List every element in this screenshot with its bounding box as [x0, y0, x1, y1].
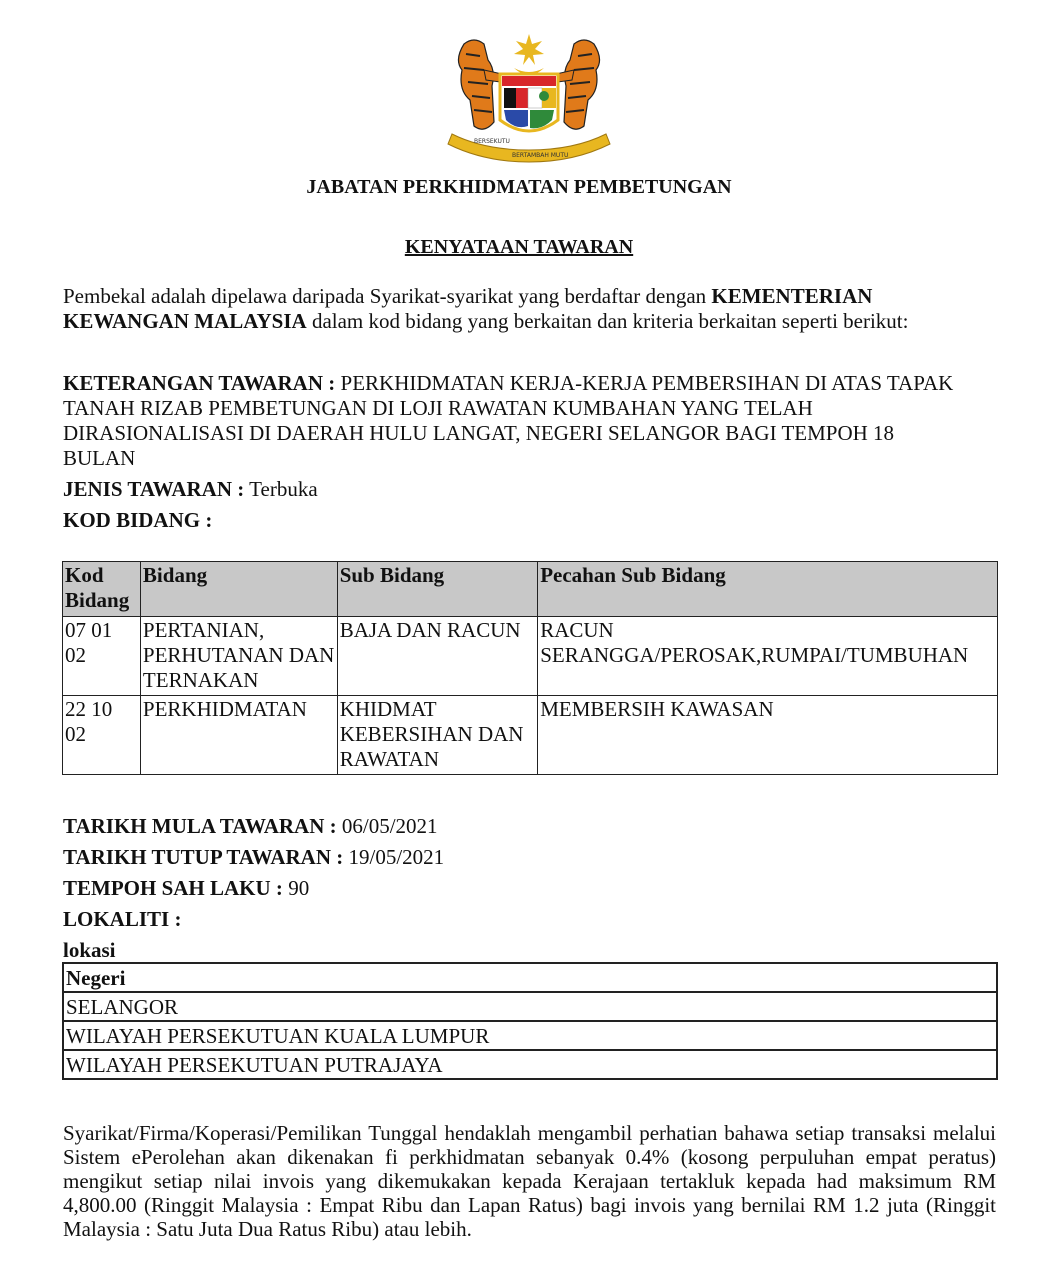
cell-kod: 22 10 02: [63, 696, 141, 775]
lokaliti-label: LOKALITI :: [63, 907, 182, 931]
header-kod-bidang: Kod Bidang: [63, 562, 141, 617]
cell-pecahan: MEMBERSIH KAWASAN: [538, 696, 998, 775]
cell-sub-bidang: BAJA DAN RACUN: [337, 617, 538, 696]
cell-pecahan: RACUN SERANGGA/PEROSAK,RUMPAI/TUMBUHAN: [538, 617, 998, 696]
right-tiger-icon: [556, 40, 600, 129]
table-row: [63, 696, 998, 775]
keterangan-tawaran: [63, 371, 963, 471]
kod-bidang-table: [62, 561, 998, 775]
intro-paragraph: Pembekal adalah dipelawa daripada Syarikat-syarikat yang berdaftar dengan KEMENTERIAN KEWANGAN MALAYSIA dalam kod bidang yang berkaitan dan kriteria berkaitan seperti berikut:: [63, 284, 909, 333]
keterangan-value: PERKHIDMATAN KERJA-KERJA PEMBERSIHAN DI ATAS TAPAK TANAH RIZAB PEMBETUNGAN DI LOJI RAWATAN KUMBAHAN YANG TELAH DIRASIONALISASI DI DAERAH HULU LANGAT, NEGERI SELANGOR BAGI TEMPOH 18 BULAN: [63, 371, 954, 470]
header-sub-bidang: Sub Bidang: [337, 562, 538, 617]
left-tiger-icon: [458, 40, 502, 129]
cell-kod: 07 01 02: [63, 617, 141, 696]
cell-negeri: WILAYAH PERSEKUTUAN KUALA LUMPUR: [63, 1021, 997, 1050]
header-bidang: Bidang: [140, 562, 337, 617]
table-row: [63, 1050, 997, 1079]
table-row: [63, 617, 998, 696]
tempoh-sah-laku: TEMPOH SAH LAKU : 90: [63, 876, 310, 900]
coat-of-arms-logo: [444, 30, 614, 165]
kod-bidang-label: KOD BIDANG :: [63, 508, 213, 532]
star-icon: [514, 34, 544, 65]
shield-icon: [500, 74, 558, 131]
tarikh-tutup-tawaran: TARIKH TUTUP TAWARAN : 19/05/2021: [63, 845, 445, 869]
table-header-row: [63, 562, 998, 617]
cell-negeri: WILAYAH PERSEKUTUAN PUTRAJAYA: [63, 1050, 997, 1079]
table-header-row: [63, 963, 997, 992]
table-row: [63, 1021, 997, 1050]
cell-bidang: PERKHIDMATAN: [140, 696, 337, 775]
table-row: [63, 992, 997, 1021]
jenis-tawaran: JENIS TAWARAN : Terbuka: [63, 477, 318, 501]
keterangan-label: KETERANGAN TAWARAN :: [63, 371, 336, 395]
lokasi-label: lokasi: [63, 938, 116, 962]
svg-text:BERSEKUTU: BERSEKUTU: [474, 138, 510, 145]
svg-text:BERTAMBAH MUTU: BERTAMBAH MUTU: [512, 152, 569, 159]
service-fee-note: Syarikat/Firma/Koperasi/Pemilikan Tunggal hendaklah mengambil perhatian bahawa setiap transaksi melalui Sistem ePerolehan akan dikenakan fi perkhidmatan sebanyak 0.4% (kosong perpuluhan empat peratus) mengikut setiap nilai invois yang dikemukakan kepada Kerajaan tertakluk kepada had maksimum RM 4,800.00 (Ringgit Malaysia : Empat Ribu dan Lapan Ratus) bagi invois yang bernilai RM 1.2 juta (Ringgit Malaysia : Satu Juta Dua Ratus Ribu) atau lebih.: [63, 1121, 996, 1241]
tarikh-mula-tawaran: TARIKH MULA TAWARAN : 06/05/2021: [63, 814, 438, 838]
department-heading: JABATAN PERKHIDMATAN PEMBETUNGAN: [306, 176, 732, 198]
cell-sub-bidang: KHIDMAT KEBERSIHAN DAN RAWATAN: [337, 696, 538, 775]
lokasi-table: [62, 962, 998, 1080]
header-pecahan-sub-bidang: Pecahan Sub Bidang: [538, 562, 998, 617]
cell-bidang: PERTANIAN, PERHUTANAN DAN TERNAKAN: [140, 617, 337, 696]
header-negeri: Negeri: [63, 963, 997, 992]
document-title: KENYATAAN TAWARAN: [404, 236, 634, 258]
cell-negeri: SELANGOR: [63, 992, 997, 1021]
